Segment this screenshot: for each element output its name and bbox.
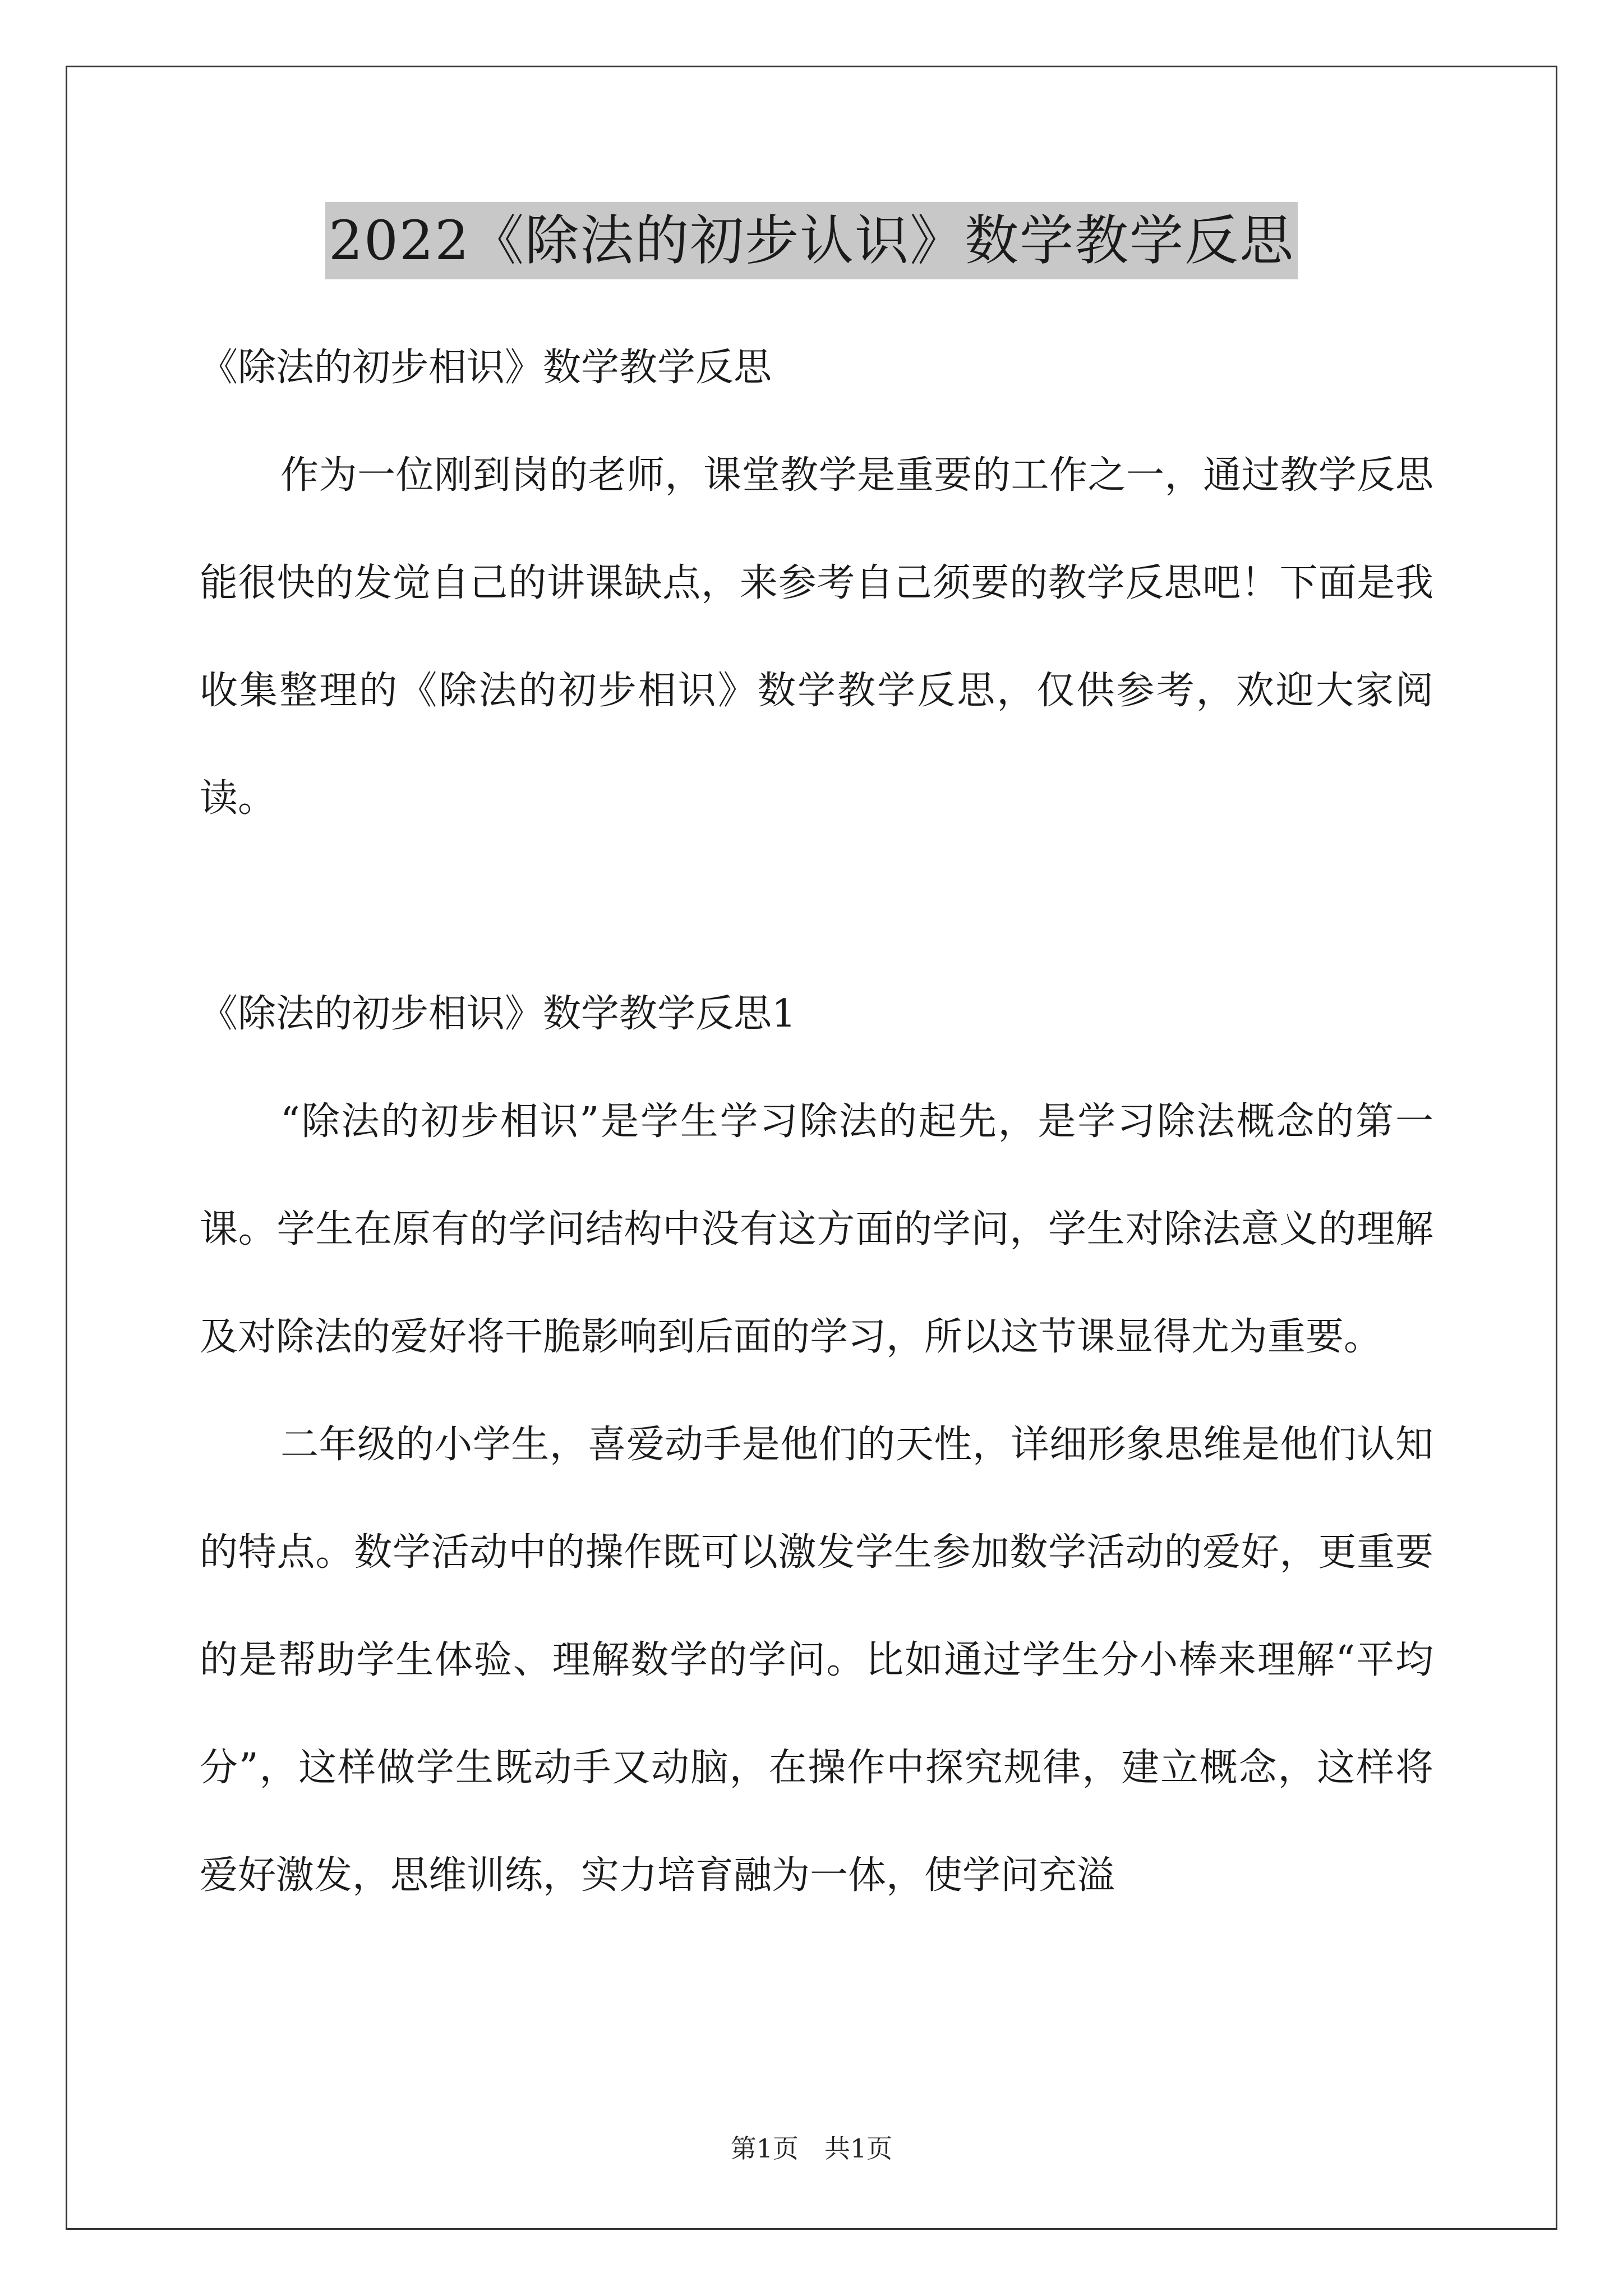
section-spacer xyxy=(200,853,1433,960)
body-paragraph-2: 二年级的小学生，喜爱动手是他们的天性，详细形象思维是他们认知的特点。数学活动中的操作既可以激发学生参加数学活动的爱好，更重要的是帮助学生体验、理解数学的学问。比如通过学生分小棒来理解“平均分”，这样做学生既动手又动脑，在操作中探究规律，建立概念，这样将爱好激发，思维训练，实力培育融为一体，使学问充溢 xyxy=(200,1423,1433,1898)
section-heading: 《除法的初步相识》数学教学反思1 xyxy=(200,992,796,1036)
document-subtitle: 《除法的初步相识》数学教学反思 xyxy=(200,346,772,390)
page-footer: 第1页 共1页 xyxy=(730,2133,893,2164)
intro-paragraph: 作为一位刚到岗的老师，课堂教学是重要的工作之一，通过教学反思能很快的发觉自己的讲课缺点，来参考自己须要的教学反思吧！下面是我收集整理的《除法的初步相识》数学教学反思，仅供参考，欢迎大家阅读。 xyxy=(200,453,1433,821)
title-container xyxy=(0,202,1623,279)
document-title: 2022《除法的初步认识》数学教学反思 xyxy=(325,202,1298,279)
body-paragraph-1: “除法的初步相识”是学生学习除法的起先，是学习除法概念的第一课。学生在原有的学问结构中没有这方面的学问，学生对除法意义的理解及对除法的爱好将干脆影响到后面的学习，所以这节课显得尤为重要。 xyxy=(200,1099,1433,1359)
document-body xyxy=(200,314,1433,1930)
